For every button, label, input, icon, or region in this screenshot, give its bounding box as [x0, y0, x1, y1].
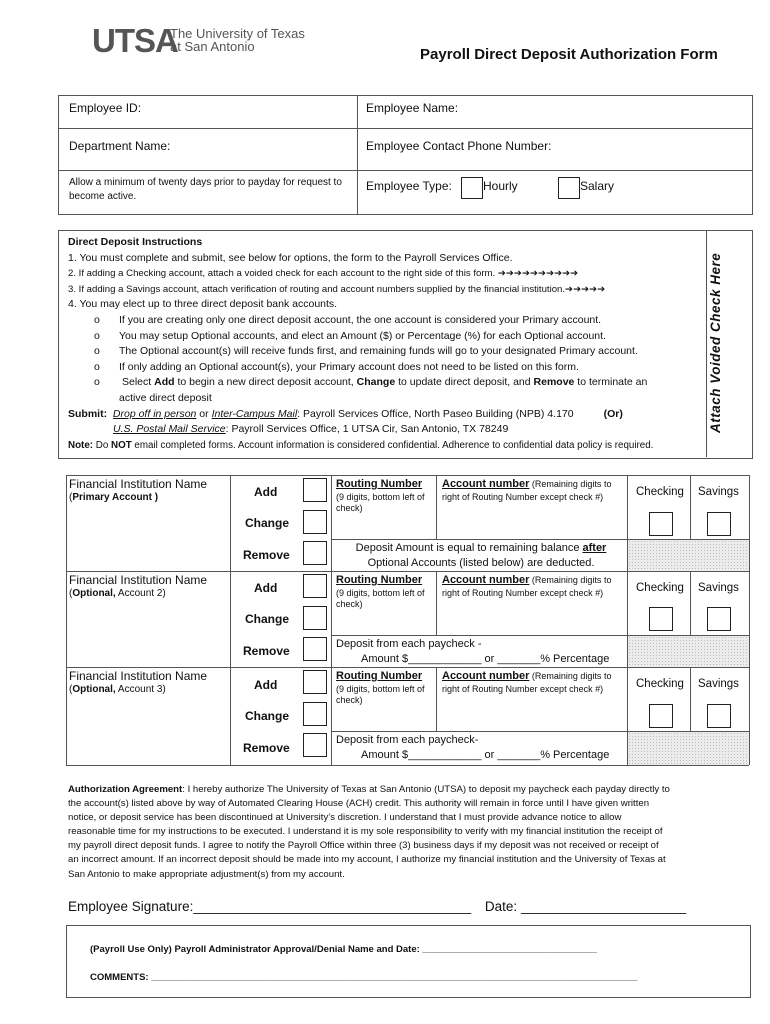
account2-type: (Optional, Account 2): [69, 588, 166, 599]
instructions-text: [68, 235, 708, 453]
instruction-item: 4. You may elect up to three direct deposit bank accounts.: [68, 298, 338, 311]
account1-change-checkbox[interactable]: [303, 510, 327, 534]
account2-remove-checkbox[interactable]: [303, 637, 327, 661]
utsa-logo: UTSA: [92, 22, 178, 59]
account3-savings-label: Savings: [698, 678, 739, 690]
account3-account-note: right of Routing Number except check #): [442, 684, 604, 694]
account3-amount-text: Deposit from each paycheck- Amount $____________ or _______% Percentage: [336, 734, 610, 761]
payroll-use-box: [66, 925, 751, 998]
account2-routing-label: Routing Number: [336, 574, 423, 586]
account3-account-label: Account number (Remaining digits to: [442, 670, 612, 682]
submit-line1: Submit: Drop off in person or Inter-Campus Mail: Payroll Services Office, North Paseo Building (NPB) 4.170 (Or): [68, 407, 623, 420]
employee-type-label: Employee Type:: [366, 179, 452, 193]
account1-account-label: Account number (Remaining digits to: [442, 478, 612, 490]
account1-remove-label: Remove: [243, 548, 290, 562]
salary-checkbox[interactable]: [558, 177, 580, 199]
payroll-approval-line[interactable]: (Payroll Use Only) Payroll Administrator Approval/Denial Name and Date: _________________________________: [90, 944, 597, 955]
allow-note: Allow a minimum of twenty days prior to payday for request to become active.: [69, 177, 342, 202]
account1-type: (Primary Account ): [69, 492, 159, 503]
employee-name-label: Employee Name:: [366, 101, 459, 115]
instructions-heading: Direct Deposit Instructions: [68, 236, 203, 248]
account3-change-label: Change: [245, 709, 290, 723]
instruction-subitem-cont: active direct deposit: [119, 391, 212, 404]
account1-add-label: Add: [254, 485, 278, 499]
authorization-agreement: Authorization Agreement: I hereby authorize The University of Texas at San Antonio (UTSA) to deposit my paycheck each payday directly to the account(s) listed above by way of Automated Clearing House (ACH) credit. This authority will remain in force until I have given written notice, or deposit service has been discontinued at University’s discretion. I understand that I must provide advance notice to allow reasonable time for my instructions to be executed. I understand it is my sole responsibility to verify with my financial institution the receipt of my payroll direct deposit funds. I agree to notify the Payroll Office within three (3) business days if my deposit was not received or receipt of an incorrect amount. If an incorrect deposit should be made into my account, I authorize my financial institution and the University of Texas at San Antonio to make appropriate adjustment(s) from my account.: [68, 784, 670, 880]
account2-add-checkbox[interactable]: [303, 574, 327, 598]
form-title: Payroll Direct Deposit Authorization Form: [420, 46, 718, 63]
account3-add-checkbox[interactable]: [303, 670, 327, 694]
account1-savings-label: Savings: [698, 486, 739, 498]
date-label: Date:: [484, 899, 518, 914]
instruction-subitem: o Select Add to begin a new direct deposit account, Change to update direct deposit, and Remove to terminate an: [94, 376, 648, 389]
hourly-label: Hourly: [483, 179, 518, 193]
account3-title: Financial Institution Name: [69, 669, 208, 683]
university-name-line2: at San Antonio: [170, 39, 255, 54]
account3-routing-note: (9 digits, bottom left of check): [336, 684, 425, 705]
account3-routing-label: Routing Number: [336, 670, 423, 682]
account2-remove-label: Remove: [243, 644, 290, 658]
account2-title: Financial Institution Name: [69, 573, 208, 587]
account1-routing-label: Routing Number: [336, 478, 423, 490]
signature-line: [68, 899, 686, 914]
instruction-subitem: o You may setup Optional accounts, and elect an Amount ($) or Percentage (%) for each Optional account.: [94, 329, 606, 342]
account1-routing-note: (9 digits, bottom left of check): [336, 492, 425, 513]
account3-savings-checkbox[interactable]: [707, 704, 731, 728]
university-name: [170, 27, 305, 53]
account2-checking-checkbox[interactable]: [649, 607, 673, 631]
submit-line2: U.S. Postal Mail Service: Payroll Services Office, 1 UTSA Cir, San Antonio, TX 78249: [113, 423, 509, 436]
account3-change-checkbox[interactable]: [303, 702, 327, 726]
account3-checking-checkbox[interactable]: [649, 704, 673, 728]
attach-voided-check-label: Attach Voided Check Here: [708, 252, 723, 433]
note-line: Note: Do NOT email completed forms. Account information is considered confidential. Adherence to confidential data policy is required.: [68, 439, 654, 451]
instruction-item: 1. You must complete and submit, see below for options, the form to the Payroll Services Office.: [68, 251, 513, 264]
account1-change-label: Change: [245, 516, 290, 530]
account1-remove-checkbox[interactable]: [303, 541, 327, 565]
instruction-subitem: o If only adding an Optional account(s), your Primary account does not need to be listed on this form.: [94, 360, 579, 373]
account1-savings-checkbox[interactable]: [707, 512, 731, 536]
account2-change-checkbox[interactable]: [303, 606, 327, 630]
payroll-comments-line[interactable]: COMMENTS: ____________________________________________________________________________________________: [90, 972, 638, 983]
account1-add-checkbox[interactable]: [303, 478, 327, 502]
instruction-subitem: o The Optional account(s) will receive funds first, and remaining funds will go to your designated Primary account.: [94, 345, 638, 358]
account2-savings-label: Savings: [698, 582, 739, 594]
date-field[interactable]: ______________________: [517, 899, 687, 914]
account2-add-label: Add: [254, 581, 278, 595]
account3-remove-label: Remove: [243, 741, 290, 755]
university-name-line1: The University of Texas: [170, 26, 305, 41]
account3-add-label: Add: [254, 678, 278, 692]
employee-info-table: [58, 95, 753, 215]
instruction-item: 2. If adding a Checking account, attach a voided check for each account to the right side of this form. ➔➔➔➔➔➔➔➔➔➔: [68, 268, 579, 280]
salary-label: Salary: [580, 179, 615, 193]
signature-field[interactable]: _____________________________________: [193, 899, 472, 914]
employee-id-label: Employee ID:: [69, 101, 142, 115]
account2-change-label: Change: [245, 612, 290, 626]
department-name-label: Department Name:: [69, 139, 171, 153]
contact-phone-label: Employee Contact Phone Number:: [366, 139, 552, 153]
instruction-item: 3. If adding a Savings account, attach verification of routing and account numbers supplied by the financial institution.➔➔➔➔➔: [68, 283, 606, 295]
account2-routing-note: (9 digits, bottom left of check): [336, 588, 425, 609]
hourly-checkbox[interactable]: [461, 177, 483, 199]
account1-checking-checkbox[interactable]: [649, 512, 673, 536]
account2-account-note: right of Routing Number except check #): [442, 588, 604, 598]
account3-type: (Optional, Account 3): [69, 684, 166, 695]
account2-account-label: Account number (Remaining digits to: [442, 574, 612, 586]
signature-label: Employee Signature:: [68, 899, 194, 914]
account1-amount-text: Deposit Amount is equal to remaining balance after Optional Accounts (listed below) are deducted.: [355, 542, 607, 569]
account1-title: Financial Institution Name: [69, 477, 208, 491]
instruction-subitem: o If you are creating only one direct deposit account, the one account is considered your Primary account.: [94, 313, 602, 326]
account2-savings-checkbox[interactable]: [707, 607, 731, 631]
account3-remove-checkbox[interactable]: [303, 733, 327, 757]
account2-amount-text: Deposit from each paycheck - Amount $____________ or _______% Percentage: [336, 638, 610, 665]
account1-account-note: right of Routing Number except check #): [442, 492, 604, 502]
account3-checking-label: Checking: [636, 678, 684, 690]
account2-checking-label: Checking: [636, 582, 684, 594]
account1-checking-label: Checking: [636, 486, 684, 498]
